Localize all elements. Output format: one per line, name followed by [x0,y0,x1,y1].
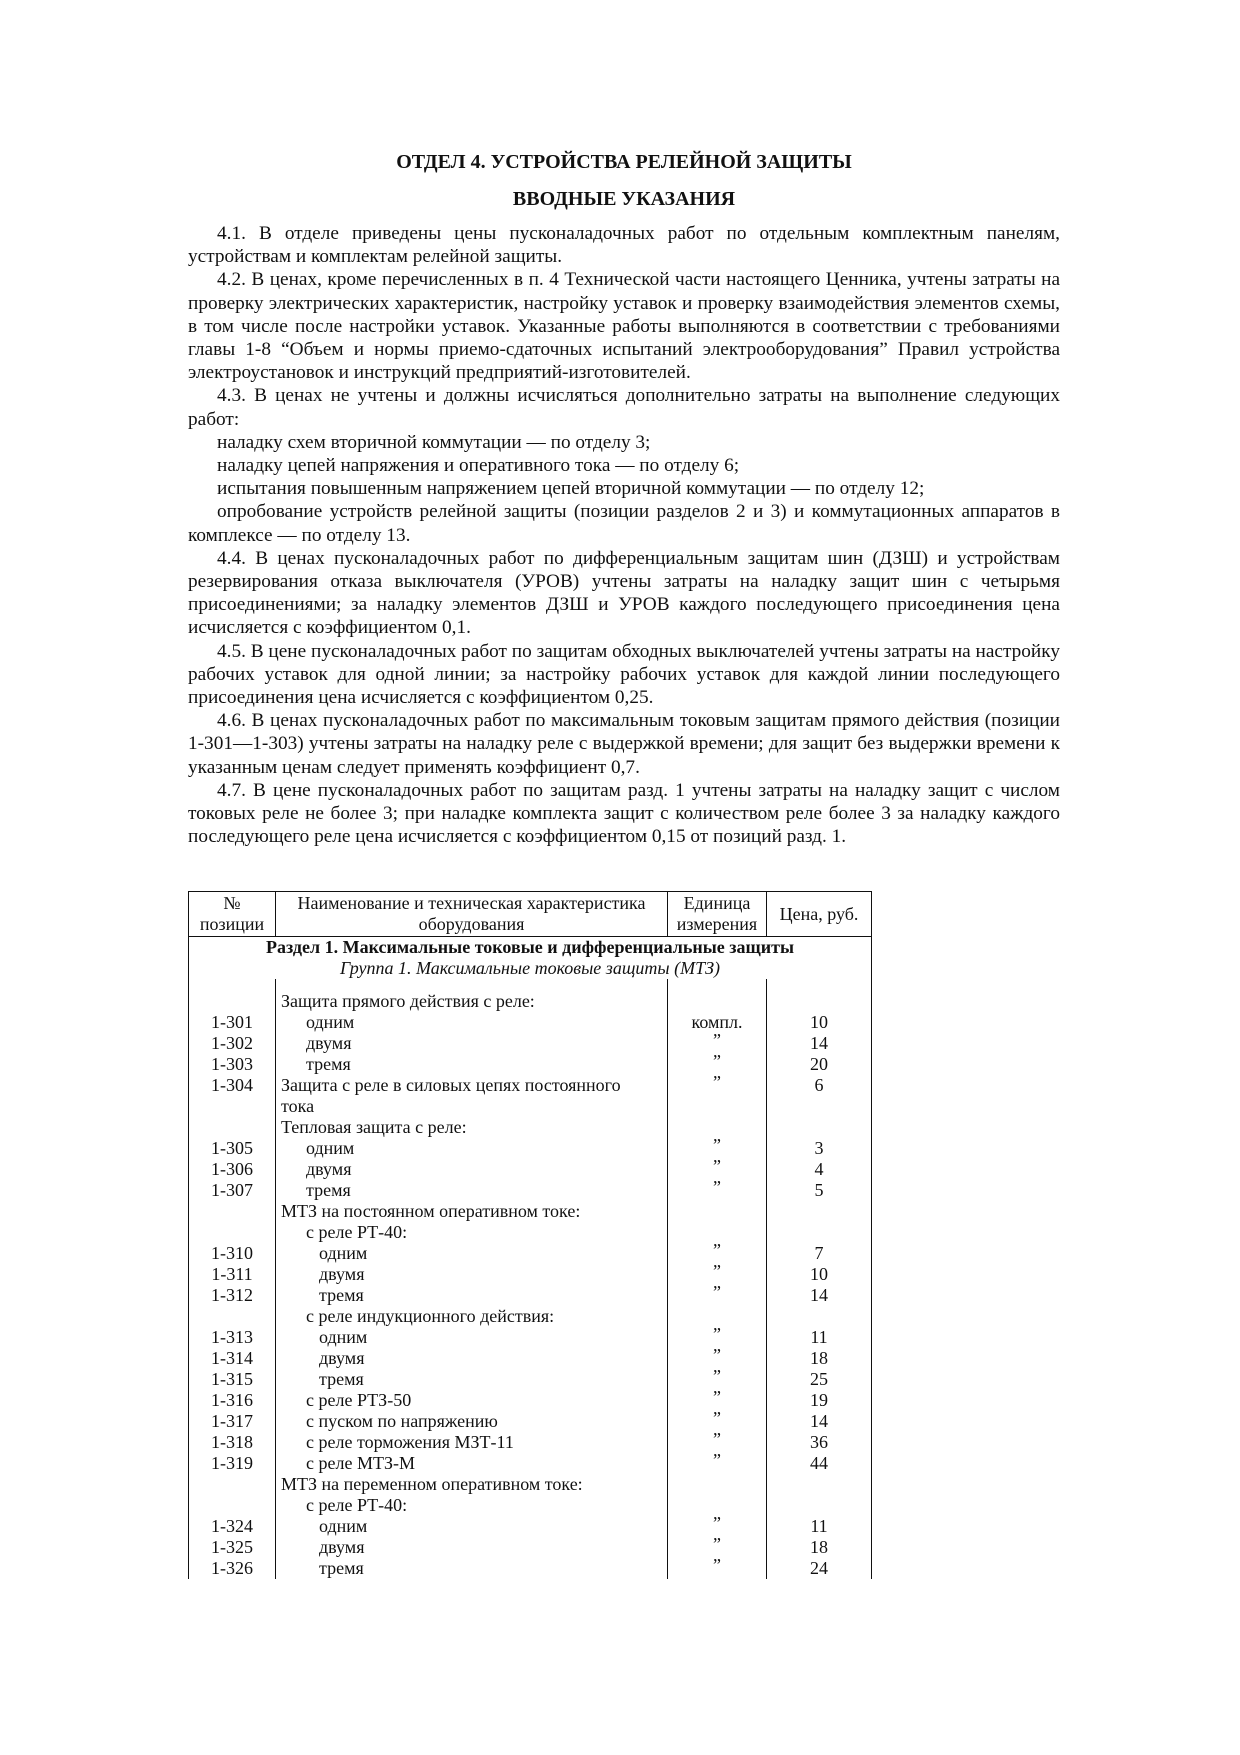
ditto-mark: ” [713,1030,721,1050]
table-row [189,1327,872,1348]
paragraph: 4.5. В цене пусконаладочных работ по защитам обходных выключателей учтены затраты на настройку рабочих уставок для одной линии; за настройку рабочих уставок для каждой линии последующего присоединения цена исчисляется с коэффициентом 0,25. [188,640,1060,709]
table-row [189,1390,872,1411]
position-cell [189,1201,276,1222]
table-header-row [189,892,872,937]
price-cell [767,1201,872,1222]
position-cell: 1-310 [189,1243,276,1264]
header-position: № позиции [189,892,276,937]
ditto-mark: ” [713,1072,721,1092]
table-row [189,1180,872,1201]
table-row [189,1096,872,1117]
position-cell: 1-313 [189,1327,276,1348]
table-row [189,1159,872,1180]
price-cell: 14 [767,1033,872,1054]
name-cell: двумя [276,1033,668,1054]
ditto-mark: ” [713,1408,721,1428]
position-cell [189,1117,276,1138]
position-cell: 1-307 [189,1180,276,1201]
position-cell: 1-311 [189,1264,276,1285]
name-cell: Защита прямого действия с реле: [276,991,668,1012]
position-cell [189,991,276,1012]
position-cell: 1-305 [189,1138,276,1159]
position-cell [189,1096,276,1117]
price-cell: 5 [767,1180,872,1201]
ditto-mark: ” [713,1261,721,1281]
table-row [189,1243,872,1264]
unit-cell [668,1177,767,1201]
position-cell: 1-301 [189,1012,276,1033]
table-row [189,1474,872,1495]
paragraph: 4.1. В отделе приведены цены пусконаладочных работ по отдельным комплектным панелям, устройствам и комплектам релейной защиты. [188,223,1060,268]
paragraph: 4.6. В ценах пусконаладочных работ по максимальным токовым защитам прямого действия (позиции 1-301—1-303) учтены затраты на наладку реле с выдержкой времени; для защит без выдержки времени к указанным ценам следует применять коэффициент 0,7. [188,710,1060,778]
position-cell: 1-318 [189,1432,276,1453]
price-cell: 7 [767,1243,872,1264]
name-cell: Тепловая защита с реле: [276,1117,668,1138]
header-unit: Единица измерения [668,892,767,937]
price-cell: 11 [767,1516,872,1537]
ditto-mark: ” [713,1051,721,1071]
table-row [189,1117,872,1138]
price-cell: 18 [767,1537,872,1558]
unit-cell [668,1096,767,1117]
name-cell: двумя [276,1537,668,1558]
position-cell: 1-312 [189,1285,276,1306]
name-cell: одним [276,1243,668,1264]
price-cell: 3 [767,1138,872,1159]
name-cell: с реле торможения МЗТ-11 [276,1432,668,1453]
table-row [189,1411,872,1432]
price-cell [767,1222,872,1243]
unit-cell [668,1474,767,1495]
position-cell: 1-325 [189,1537,276,1558]
price-cell: 24 [767,1558,872,1579]
section-title: ОТДЕЛ 4. УСТРОЙСТВА РЕЛЕЙНОЙ ЗАЩИТЫ [396,151,852,173]
price-cell: 11 [767,1327,872,1348]
ditto-mark: ” [713,1324,721,1344]
name-cell: одним [276,1138,668,1159]
position-cell: 1-315 [189,1369,276,1390]
name-cell: тремя [276,1558,668,1579]
table-row [189,1012,872,1033]
ditto-mark: ” [713,1429,721,1449]
price-cell: 36 [767,1432,872,1453]
name-cell: тремя [276,1285,668,1306]
position-cell: 1-316 [189,1390,276,1411]
position-cell [189,1222,276,1243]
section-heading: Раздел 1. Максимальные токовые и дифференциальные защиты [189,937,872,959]
table-row [189,1033,872,1054]
intro-title: ВВОДНЫЕ УКАЗАНИЯ [512,188,736,210]
ditto-mark: ” [713,1450,721,1470]
list-item: опробование устройств релейной защиты (позиции разделов 2 и 3) и коммутационных аппаратов в комплексе — по отделу 13. [188,501,1060,546]
price-cell [767,1117,872,1138]
paragraph: 4.4. В ценах пусконаладочных работ по дифференциальным защитам шин (ДЗШ) и устройствам резервирования отказа выключателя (УРОВ) учтены затраты на наладку защит шин с четырьмя присоединениями; за наладку элементов ДЗШ и УРОВ каждого последующего присоединения цена исчисляется с коэффициентом 0,1. [188,547,1060,639]
table-row [189,991,872,1012]
intro-text [188,222,1060,848]
table-row [189,1306,872,1327]
name-cell: МТЗ на переменном оперативном токе: [276,1474,668,1495]
ditto-mark: ” [713,1345,721,1365]
group-row [189,958,872,979]
header-name: Наименование и техническая характеристика оборудования [276,892,668,937]
position-cell: 1-314 [189,1348,276,1369]
table-row [189,1222,872,1243]
unit-cell [668,1450,767,1474]
table-row [189,1537,872,1558]
price-cell [767,1474,872,1495]
price-cell [767,1495,872,1516]
group-heading: Группа 1. Максимальные токовые защиты (МТЗ) [189,958,872,979]
spacer-row [189,979,872,991]
table-row [189,1264,872,1285]
ditto-mark: ” [713,1156,721,1176]
price-cell: 20 [767,1054,872,1075]
position-cell: 1-319 [189,1453,276,1474]
ditto-mark: ” [713,1177,721,1197]
unit-cell: компл. [668,1012,767,1033]
table-row [189,1495,872,1516]
name-cell: тремя [276,1180,668,1201]
position-cell [189,1306,276,1327]
ditto-mark: ” [713,1240,721,1260]
price-cell: 10 [767,1264,872,1285]
name-cell: МТЗ на постоянном оперативном токе: [276,1201,668,1222]
name-cell: двумя [276,1264,668,1285]
header-price: Цена, руб. [767,892,872,937]
name-cell: двумя [276,1348,668,1369]
name-cell: Защита с реле в силовых цепях постоянного [276,1075,668,1096]
price-cell [767,1306,872,1327]
ditto-mark: ” [713,1135,721,1155]
position-cell [189,1474,276,1495]
price-cell: 14 [767,1411,872,1432]
section-row [189,937,872,959]
list-item: наладку цепей напряжения и оперативного тока — по отделу 6; [217,455,740,477]
position-cell: 1-324 [189,1516,276,1537]
position-cell [189,1495,276,1516]
price-cell [767,991,872,1012]
name-cell: с реле МТЗ-М [276,1453,668,1474]
name-cell: одним [276,1327,668,1348]
table-row [189,1285,872,1306]
price-cell: 19 [767,1390,872,1411]
table-row [189,1516,872,1537]
position-cell: 1-302 [189,1033,276,1054]
position-cell: 1-304 [189,1075,276,1096]
price-cell: 10 [767,1012,872,1033]
name-cell: с пуском по напряжению [276,1411,668,1432]
table-row [189,1453,872,1474]
ditto-mark: ” [713,1555,721,1575]
name-cell: одним [276,1012,668,1033]
price-cell: 25 [767,1369,872,1390]
table-row [189,1432,872,1453]
price-cell [767,1096,872,1117]
paragraph: 4.7. В цене пусконаладочных работ по защитам разд. 1 учтены затраты на наладку защит с числом токовых реле не более 3; при наладке комплекта защит с количеством реле более 3 за наладку каждого последующего реле цена исчисляется с коэффициентом 0,15 от позиций разд. 1. [188,779,1060,848]
position-cell: 1-317 [189,1411,276,1432]
unit-cell [668,1555,767,1579]
list-item: испытания повышенным напряжением цепей вторичной коммутации — по отделу 12; [217,478,925,500]
name-cell: тремя [276,1369,668,1390]
price-cell: 44 [767,1453,872,1474]
unit-cell [668,1282,767,1306]
name-cell: двумя [276,1159,668,1180]
table-row [189,1369,872,1390]
position-cell: 1-303 [189,1054,276,1075]
name-cell: с реле РТ-40: [276,1222,668,1243]
paragraph: 4.2. В ценах, кроме перечисленных в п. 4 Технической части настоящего Ценника, учтены затраты на проверку электрических характеристик, настройку уставок и проверку взаимодействия элементов схемы, в том числе после настройки уставок. Указанные работы выполняются в соответствии с требованиями главы 1-8 “Объем и нормы приемо-сдаточных испытаний электрооборудования” Правил устройства электроустановок и инструкций предприятий-изготовителей. [188,269,1060,384]
unit-cell [668,991,767,1012]
table-row [189,1054,872,1075]
name-cell: с реле РТ-40: [276,1495,668,1516]
price-cell: 6 [767,1075,872,1096]
ditto-mark: ” [713,1534,721,1554]
name-cell: с реле индукционного действия: [276,1306,668,1327]
table-row [189,1201,872,1222]
ditto-mark: ” [713,1387,721,1407]
name-cell: с реле РТЗ-50 [276,1390,668,1411]
price-cell: 14 [767,1285,872,1306]
name-cell: тока [276,1096,668,1117]
price-table [188,891,872,1579]
position-cell: 1-306 [189,1159,276,1180]
ditto-mark: ” [713,1513,721,1533]
ditto-mark: ” [713,1366,721,1386]
ditto-mark: ” [713,1282,721,1302]
unit-cell [668,1072,767,1096]
price-cell: 4 [767,1159,872,1180]
table-row [189,1558,872,1579]
table-row [189,1348,872,1369]
list-item: наладку схем вторичной коммутации — по отделу 3; [217,431,651,453]
unit-cell [668,1201,767,1222]
name-cell: одним [276,1516,668,1537]
table-row [189,1075,872,1096]
price-cell: 18 [767,1348,872,1369]
name-cell: тремя [276,1054,668,1075]
table-row [189,1138,872,1159]
position-cell: 1-326 [189,1558,276,1579]
paragraph: 4.3. В ценах не учтены и должны исчисляться дополнительно затраты на выполнение следующих работ: [188,385,1060,430]
